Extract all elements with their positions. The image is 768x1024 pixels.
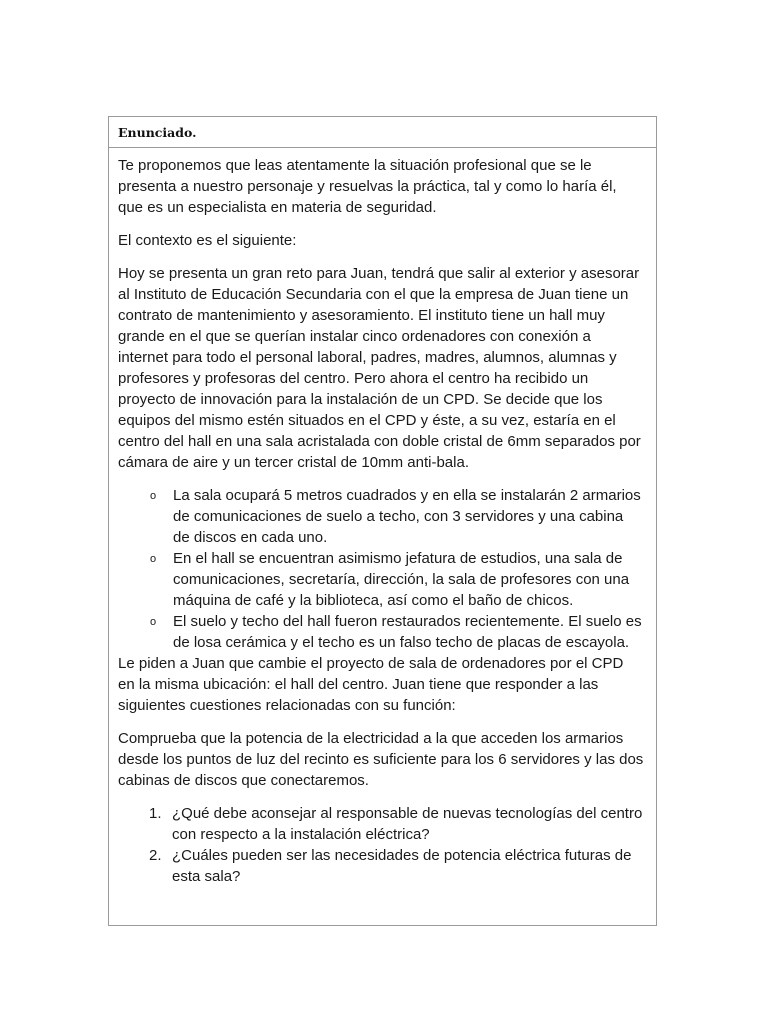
question-number: 2. xyxy=(149,847,162,864)
bullet-list xyxy=(118,485,644,653)
request-paragraph: Le piden a Juan que cambie el proyecto de sala de ordenadores por el CPD en la misma ubicación: el hall del centro. Juan tiene que responder a las siguientes cuestiones relacionadas con su función: xyxy=(118,655,624,714)
statement-title: Enunciado. xyxy=(118,125,197,140)
list-item-text: El suelo y techo del hall fueron restaurados recientemente. El suelo es de losa cerámica y el techo es un falso techo de placas de escayola. xyxy=(173,613,642,651)
bullet-icon: o xyxy=(150,553,157,565)
question-number: 1. xyxy=(149,805,162,822)
question-item xyxy=(139,803,644,845)
list-item xyxy=(150,611,644,653)
statement-box xyxy=(108,116,657,926)
question-item xyxy=(139,845,644,887)
list-item-text: En el hall se encuentran asimismo jefatura de estudios, una sala de comunicaciones, secretaría, dirección, la sala de profesores con una máquina de café y la biblioteca, así como el baño de chicos. xyxy=(173,550,630,609)
task-paragraph: Comprueba que la potencia de la electricidad a la que acceden los armarios desde los puntos de luz del recinto es suficiente para los 6 servidores y las dos cabinas de discos que conectaremos. xyxy=(118,730,644,789)
statement-header xyxy=(109,117,656,148)
intro-paragraph: Te proponemos que leas atentamente la situación profesional que se le presenta a nuestro personaje y resuelvas la práctica, tal y como lo haría él, que es un especialista en materia de seguridad. xyxy=(118,157,617,216)
list-item xyxy=(150,485,644,548)
list-item xyxy=(150,548,644,611)
bullet-icon: o xyxy=(150,616,157,628)
question-list xyxy=(118,803,644,887)
question-text: ¿Cuáles pueden ser las necesidades de potencia eléctrica futuras de esta sala? xyxy=(172,847,632,885)
statement-body xyxy=(109,148,656,887)
list-item-text: La sala ocupará 5 metros cuadrados y en ella se instalarán 2 armarios de comunicaciones de suelo a techo, con 3 servidores y una cabina de discos en cada uno. xyxy=(173,487,641,546)
context-paragraph: Hoy se presenta un gran reto para Juan, tendrá que salir al exterior y asesorar al Instituto de Educación Secundaria con el que la empresa de Juan tiene un contrato de mantenimiento y asesoramiento. El instituto tiene un hall muy grande en el que se querían instalar cinco ordenadores con conexión a internet para todo el personal laboral, padres, madres, alumnos, alumnas y profesores y profesoras del centro. Pero ahora el centro ha recibido un proyecto de innovación para la instalación de un CPD. Se decide que los equipos del mismo estén situados en el CPD y éste, a su vez, estaría en el centro del hall en una sala acristalada con doble cristal de 6mm separados por cámara de aire y un tercer cristal de 10mm anti-bala. xyxy=(118,265,641,471)
bullet-icon: o xyxy=(150,490,157,502)
context-label: El contexto es el siguiente: xyxy=(118,232,297,249)
question-text: ¿Qué debe aconsejar al responsable de nuevas tecnologías del centro con respecto a la instalación eléctrica? xyxy=(172,805,643,843)
